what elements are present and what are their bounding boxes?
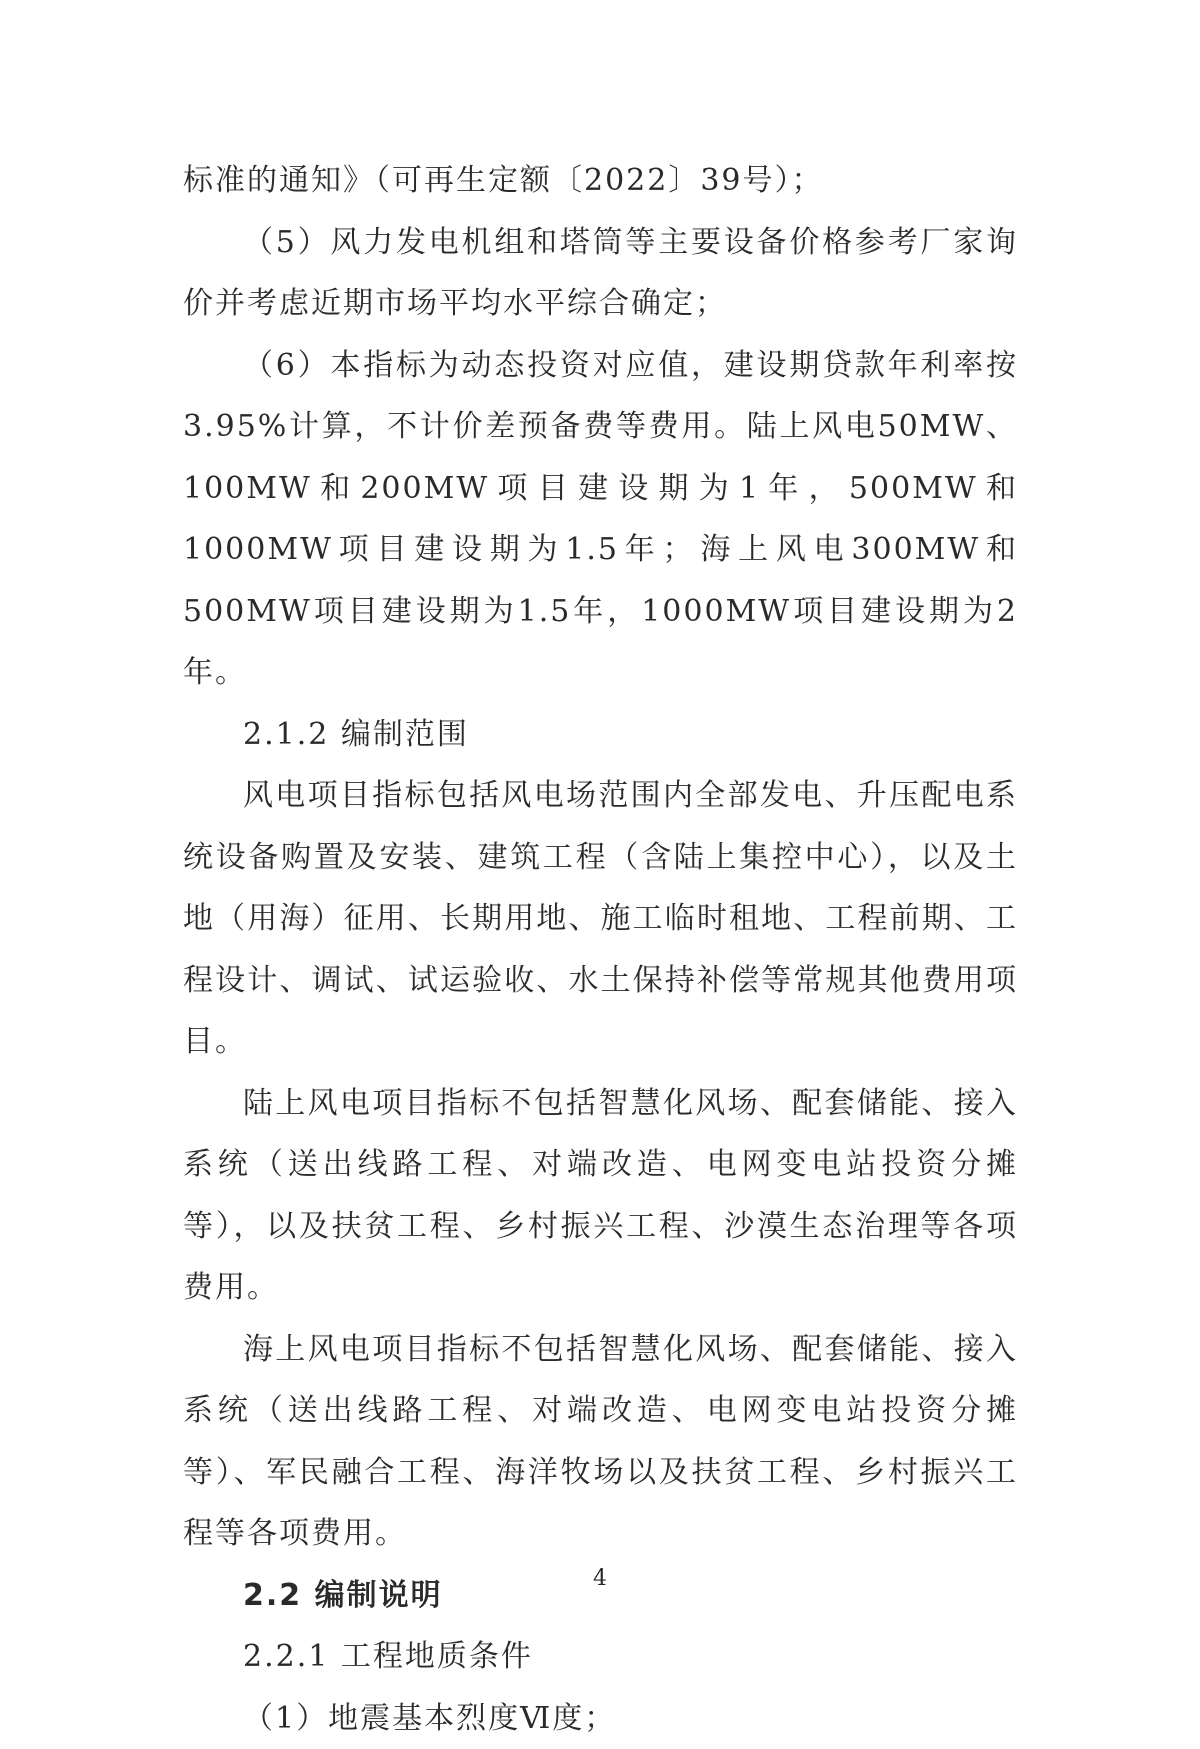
paragraph-notice-reference: 标准的通知》（可再生定额〔2022〕39号）； xyxy=(183,150,1018,212)
section-heading-2-2-1: 2.2.1 工程地质条件 xyxy=(183,1626,1018,1688)
section-heading-2-1-2: 2.1.2 编制范围 xyxy=(183,704,1018,766)
paragraph-item-6: （6）本指标为动态投资对应值，建设期贷款年利率按3.95%计算，不计价差预备费等费用。陆上风电50MW、100MW和200MW项目建设期为1年，500MW和1000MW项目建设期为1.5年；海上风电300MW和500MW项目建设期为1.5年，1000MW项目建设期为2年。 xyxy=(183,335,1018,704)
paragraph-item-5: （5）风力发电机组和塔筒等主要设备价格参考厂家询价并考虑近期市场平均水平综合确定； xyxy=(183,212,1018,335)
paragraph-item-1-seismic: （1）地震基本烈度Ⅵ度； xyxy=(183,1688,1018,1749)
paragraph-offshore-excluded: 海上风电项目指标不包括智慧化风场、配套储能、接入系统（送出线路工程、对端改造、电网变电站投资分摊等）、军民融合工程、海洋牧场以及扶贫工程、乡村振兴工程等各项费用。 xyxy=(183,1319,1018,1565)
paragraph-onshore-excluded: 陆上风电项目指标不包括智慧化风场、配套储能、接入系统（送出线路工程、对端改造、电网变电站投资分摊等），以及扶贫工程、乡村振兴工程、沙漠生态治理等各项费用。 xyxy=(183,1073,1018,1319)
section-heading-2-2: 2.2 编制说明 xyxy=(183,1565,1018,1627)
paragraph-scope-included: 风电项目指标包括风电场范围内全部发电、升压配电系统设备购置及安装、建筑工程（含陆上集控中心），以及土地（用海）征用、长期用地、施工临时租地、工程前期、工程设计、调试、试运验收、水土保持补偿等常规其他费用项目。 xyxy=(183,765,1018,1073)
document-body xyxy=(183,150,1018,1749)
page-number: 4 xyxy=(0,1564,1200,1594)
